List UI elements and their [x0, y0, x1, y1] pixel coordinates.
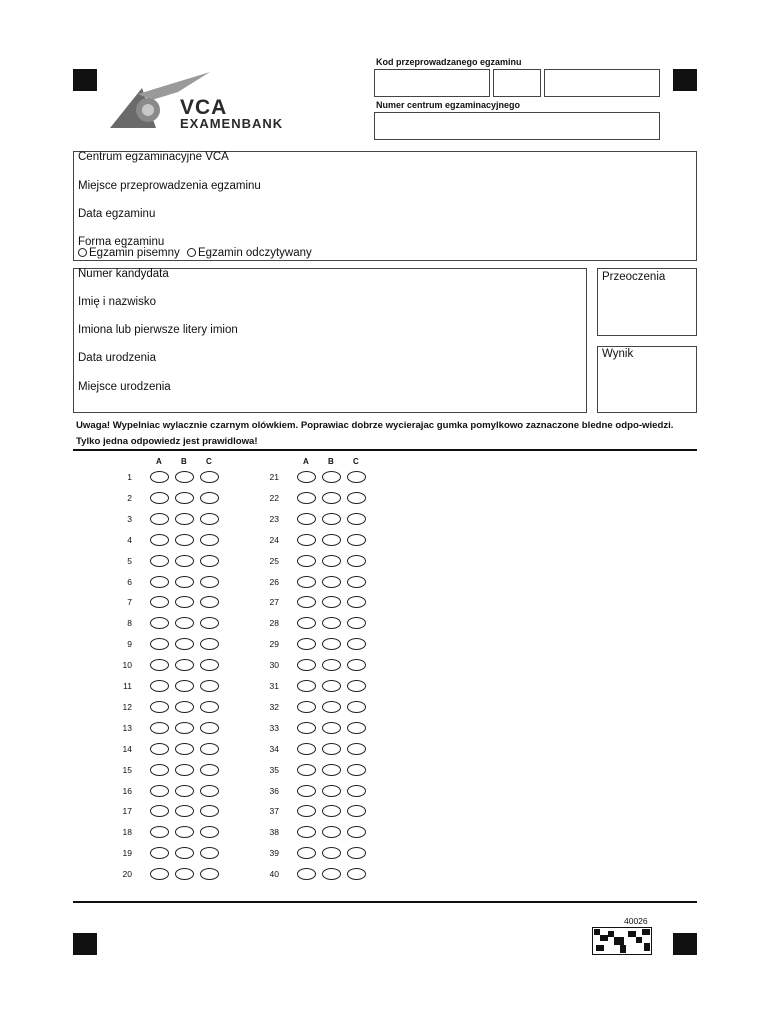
- exam-code-field-2[interactable]: [493, 69, 541, 97]
- answer-bubble-a[interactable]: [297, 868, 316, 880]
- exam-code-field-3[interactable]: [544, 69, 660, 97]
- answer-bubble-b[interactable]: [322, 785, 341, 797]
- question-number: 39: [269, 848, 279, 859]
- answer-bubble-a[interactable]: [150, 826, 169, 838]
- answer-bubble-a[interactable]: [297, 743, 316, 755]
- question-number: 35: [269, 764, 279, 775]
- answer-bubble-a[interactable]: [297, 617, 316, 629]
- candidate-number-label: Numer kandydata: [78, 268, 169, 280]
- answer-bubble-a[interactable]: [150, 638, 169, 650]
- answer-bubble-c[interactable]: [347, 701, 366, 713]
- question-number: 19: [122, 848, 132, 859]
- answer-bubble-a[interactable]: [150, 805, 169, 817]
- answer-bubble-a[interactable]: [297, 534, 316, 546]
- exam-center-label: Centrum egzaminacyjne VCA: [78, 151, 229, 163]
- choice-header-b: B: [328, 457, 334, 466]
- question-number: 16: [122, 785, 132, 796]
- question-number: 6: [127, 576, 132, 587]
- answer-bubble-c[interactable]: [200, 555, 219, 567]
- choice-header-a: A: [156, 457, 162, 466]
- center-number-field[interactable]: [374, 112, 660, 140]
- question-number: 23: [269, 513, 279, 524]
- answer-bubble-a[interactable]: [150, 701, 169, 713]
- question-number: 9: [127, 639, 132, 650]
- logo-text-vca: VCA: [180, 96, 228, 119]
- divider-bottom: [73, 901, 697, 903]
- answer-bubble-a[interactable]: [297, 701, 316, 713]
- registration-marker-bottom-left: [73, 933, 97, 955]
- answer-bubble-b[interactable]: [322, 868, 341, 880]
- answer-bubble-a[interactable]: [150, 764, 169, 776]
- candidate-birthplace-label: Miejsce urodzenia: [78, 381, 171, 393]
- answer-bubble-a[interactable]: [150, 471, 169, 483]
- question-number: 17: [122, 806, 132, 817]
- question-number: 3: [127, 513, 132, 524]
- registration-marker-top-right: [673, 69, 697, 91]
- question-number: 7: [127, 597, 132, 608]
- question-number: 25: [269, 555, 279, 566]
- answer-bubble-b[interactable]: [175, 555, 194, 567]
- answer-bubble-b[interactable]: [322, 513, 341, 525]
- answer-bubble-c[interactable]: [347, 868, 366, 880]
- registration-marker-top-left: [73, 69, 97, 91]
- question-number: 27: [269, 597, 279, 608]
- question-number: 18: [122, 827, 132, 838]
- answer-bubble-b[interactable]: [322, 534, 341, 546]
- answer-bubble-c[interactable]: [347, 847, 366, 859]
- question-number: 10: [122, 660, 132, 671]
- question-number: 21: [269, 472, 279, 482]
- written-exam-label: Egzamin pisemny: [89, 247, 180, 259]
- answer-bubble-c[interactable]: [347, 743, 366, 755]
- answer-bubble-b[interactable]: [322, 492, 341, 504]
- answer-bubble-b[interactable]: [175, 785, 194, 797]
- answer-bubble-c[interactable]: [347, 659, 366, 671]
- answer-bubble-c[interactable]: [347, 555, 366, 567]
- answer-bubble-c[interactable]: [200, 659, 219, 671]
- question-number: 30: [269, 660, 279, 671]
- answer-bubble-b[interactable]: [175, 680, 194, 692]
- question-number: 29: [269, 639, 279, 650]
- question-number: 22: [269, 492, 279, 503]
- answer-bubble-a[interactable]: [297, 555, 316, 567]
- answer-bubble-b[interactable]: [175, 722, 194, 734]
- answer-bubble-b[interactable]: [322, 638, 341, 650]
- answer-bubble-a[interactable]: [297, 513, 316, 525]
- answer-bubble-a[interactable]: [150, 659, 169, 671]
- sheet-serial-number: 40026: [624, 916, 648, 926]
- answer-bubble-b[interactable]: [175, 513, 194, 525]
- answer-bubble-b[interactable]: [175, 764, 194, 776]
- answer-bubble-a[interactable]: [150, 847, 169, 859]
- answer-bubble-a[interactable]: [150, 555, 169, 567]
- answer-bubble-c[interactable]: [347, 722, 366, 734]
- answer-bubble-a[interactable]: [150, 617, 169, 629]
- question-number: 5: [127, 555, 132, 566]
- choice-header-b: B: [181, 457, 187, 466]
- question-number: 8: [127, 618, 132, 629]
- choice-header-c: C: [206, 457, 212, 466]
- answer-bubble-b[interactable]: [322, 471, 341, 483]
- answer-bubble-c[interactable]: [200, 805, 219, 817]
- question-number: 24: [269, 534, 279, 545]
- answer-bubble-a[interactable]: [150, 785, 169, 797]
- question-number: 37: [269, 806, 279, 817]
- answer-bubble-b[interactable]: [322, 680, 341, 692]
- answer-bubble-a[interactable]: [297, 805, 316, 817]
- exam-code-label: Kod przeprowadzanego egzaminu: [376, 57, 522, 67]
- answer-bubble-c[interactable]: [347, 492, 366, 504]
- candidate-name-label: Imię i nazwisko: [78, 296, 156, 308]
- exam-date-label: Data egzaminu: [78, 208, 156, 220]
- answer-bubble-a[interactable]: [150, 492, 169, 504]
- answer-bubble-c[interactable]: [200, 868, 219, 880]
- answer-bubble-c[interactable]: [200, 680, 219, 692]
- candidate-initials-label: Imiona lub pierwsze litery imion: [78, 324, 238, 336]
- answer-bubble-c[interactable]: [200, 513, 219, 525]
- answer-bubble-b[interactable]: [175, 638, 194, 650]
- sheet-barcode-icon: [592, 927, 652, 955]
- answer-bubble-c[interactable]: [347, 805, 366, 817]
- result-label: Wynik: [602, 348, 634, 360]
- answer-bubble-b[interactable]: [322, 743, 341, 755]
- question-number: 34: [269, 743, 279, 754]
- answer-bubble-b[interactable]: [175, 534, 194, 546]
- answer-bubble-c[interactable]: [200, 764, 219, 776]
- answer-bubble-b[interactable]: [322, 555, 341, 567]
- answer-bubble-a[interactable]: [297, 638, 316, 650]
- candidate-birthdate-label: Data urodzenia: [78, 352, 156, 364]
- answer-bubble-a[interactable]: [150, 534, 169, 546]
- answer-bubble-c[interactable]: [347, 534, 366, 546]
- answer-bubble-c[interactable]: [200, 471, 219, 483]
- answer-bubble-b[interactable]: [322, 826, 341, 838]
- answer-bubble-b[interactable]: [322, 576, 341, 588]
- answer-bubble-a[interactable]: [297, 596, 316, 608]
- answer-bubble-b[interactable]: [175, 743, 194, 755]
- answer-bubble-a[interactable]: [297, 764, 316, 776]
- question-number: 13: [122, 722, 132, 733]
- question-number: 31: [269, 681, 279, 691]
- question-number: 33: [269, 722, 279, 733]
- answer-bubble-a[interactable]: [150, 576, 169, 588]
- answer-bubble-b[interactable]: [322, 659, 341, 671]
- answer-bubble-b[interactable]: [322, 596, 341, 608]
- question-number: 14: [122, 743, 132, 754]
- exam-form-options: [78, 247, 312, 259]
- answer-bubble-c[interactable]: [200, 638, 219, 650]
- answer-bubble-a[interactable]: [297, 492, 316, 504]
- question-number: 38: [269, 827, 279, 838]
- answer-bubble-a[interactable]: [150, 596, 169, 608]
- answer-bubble-b[interactable]: [322, 617, 341, 629]
- omissions-label: Przeoczenia: [602, 271, 666, 283]
- answer-bubble-b[interactable]: [322, 805, 341, 817]
- answer-bubble-c[interactable]: [347, 680, 366, 692]
- answer-bubble-c[interactable]: [200, 785, 219, 797]
- answer-bubble-c[interactable]: [347, 617, 366, 629]
- question-number: 11: [123, 681, 132, 691]
- answer-bubble-c[interactable]: [200, 576, 219, 588]
- exam-code-field-1[interactable]: [374, 69, 490, 97]
- answer-bubble-c[interactable]: [347, 764, 366, 776]
- answer-bubble-c[interactable]: [200, 826, 219, 838]
- answer-bubble-c[interactable]: [200, 722, 219, 734]
- answer-bubble-a[interactable]: [150, 743, 169, 755]
- read-exam-radio[interactable]: [187, 248, 196, 257]
- written-exam-radio[interactable]: [78, 248, 87, 257]
- answer-bubble-c[interactable]: [200, 617, 219, 629]
- question-number: 12: [122, 701, 132, 712]
- answer-bubble-a[interactable]: [297, 680, 316, 692]
- answer-bubble-c[interactable]: [347, 638, 366, 650]
- answer-bubble-a[interactable]: [297, 826, 316, 838]
- question-number: 1: [127, 472, 132, 482]
- answer-bubble-a[interactable]: [297, 659, 316, 671]
- answer-bubble-b[interactable]: [322, 722, 341, 734]
- answer-bubble-c[interactable]: [347, 471, 366, 483]
- divider-top: [73, 449, 697, 451]
- answer-bubble-a[interactable]: [297, 847, 316, 859]
- exam-place-label: Miejsce przeprowadzenia egzaminu: [78, 180, 261, 192]
- exam-form-label: Forma egzaminu: [78, 236, 165, 248]
- answer-bubble-a[interactable]: [150, 513, 169, 525]
- answer-bubble-c[interactable]: [200, 492, 219, 504]
- question-number: 32: [269, 701, 279, 712]
- answer-bubble-c[interactable]: [200, 701, 219, 713]
- answer-bubble-b[interactable]: [175, 576, 194, 588]
- answer-bubble-b[interactable]: [175, 617, 194, 629]
- center-number-label: Numer centrum egzaminacyjnego: [376, 100, 521, 110]
- question-number: 20: [122, 869, 132, 880]
- exam-info-box: [73, 151, 697, 261]
- answer-bubble-a[interactable]: [297, 471, 316, 483]
- answer-bubble-b[interactable]: [175, 492, 194, 504]
- question-number: 40: [269, 869, 279, 880]
- question-number: 26: [269, 576, 279, 587]
- answer-bubble-c[interactable]: [347, 513, 366, 525]
- answer-bubble-c[interactable]: [347, 785, 366, 797]
- read-exam-label: Egzamin odczytywany: [197, 247, 312, 259]
- answer-bubble-b[interactable]: [175, 868, 194, 880]
- answer-bubble-a[interactable]: [150, 868, 169, 880]
- question-number: 28: [269, 618, 279, 629]
- answer-bubble-b[interactable]: [322, 847, 341, 859]
- question-number: 15: [122, 764, 132, 775]
- answer-bubble-a[interactable]: [297, 722, 316, 734]
- answer-bubble-b[interactable]: [175, 701, 194, 713]
- answer-bubble-b[interactable]: [175, 659, 194, 671]
- answer-bubble-c[interactable]: [200, 743, 219, 755]
- answer-bubble-b[interactable]: [175, 826, 194, 838]
- instructions-warning: Uwaga! Wypelniac wylacznie czarnym olówkiem. Poprawiac dobrze wycierajac gumka pomylkowo zaznaczone bledne odpo-wiedzi. Tylko jedna odpowiedz jest prawidlowa!: [76, 420, 674, 447]
- answer-bubble-c[interactable]: [347, 596, 366, 608]
- question-number: 2: [127, 492, 132, 503]
- answer-bubble-b[interactable]: [322, 764, 341, 776]
- answer-bubble-b[interactable]: [175, 471, 194, 483]
- answer-bubble-b[interactable]: [175, 805, 194, 817]
- answer-bubble-b[interactable]: [175, 596, 194, 608]
- answer-bubble-c[interactable]: [347, 576, 366, 588]
- answer-bubble-c[interactable]: [347, 826, 366, 838]
- answer-bubble-c[interactable]: [200, 847, 219, 859]
- answer-bubble-a[interactable]: [297, 785, 316, 797]
- answer-bubble-c[interactable]: [200, 534, 219, 546]
- choice-header-a: A: [303, 457, 309, 466]
- choice-header-c: C: [353, 457, 359, 466]
- question-number: 36: [269, 785, 279, 796]
- answer-bubble-a[interactable]: [150, 722, 169, 734]
- answer-bubble-b[interactable]: [175, 847, 194, 859]
- answer-bubble-a[interactable]: [150, 680, 169, 692]
- logo-text-examenbank: EXAMENBANK: [180, 116, 284, 131]
- registration-marker-bottom-right: [673, 933, 697, 955]
- answer-bubble-c[interactable]: [200, 596, 219, 608]
- answer-bubble-b[interactable]: [322, 701, 341, 713]
- question-number: 4: [127, 534, 132, 545]
- answer-bubble-a[interactable]: [297, 576, 316, 588]
